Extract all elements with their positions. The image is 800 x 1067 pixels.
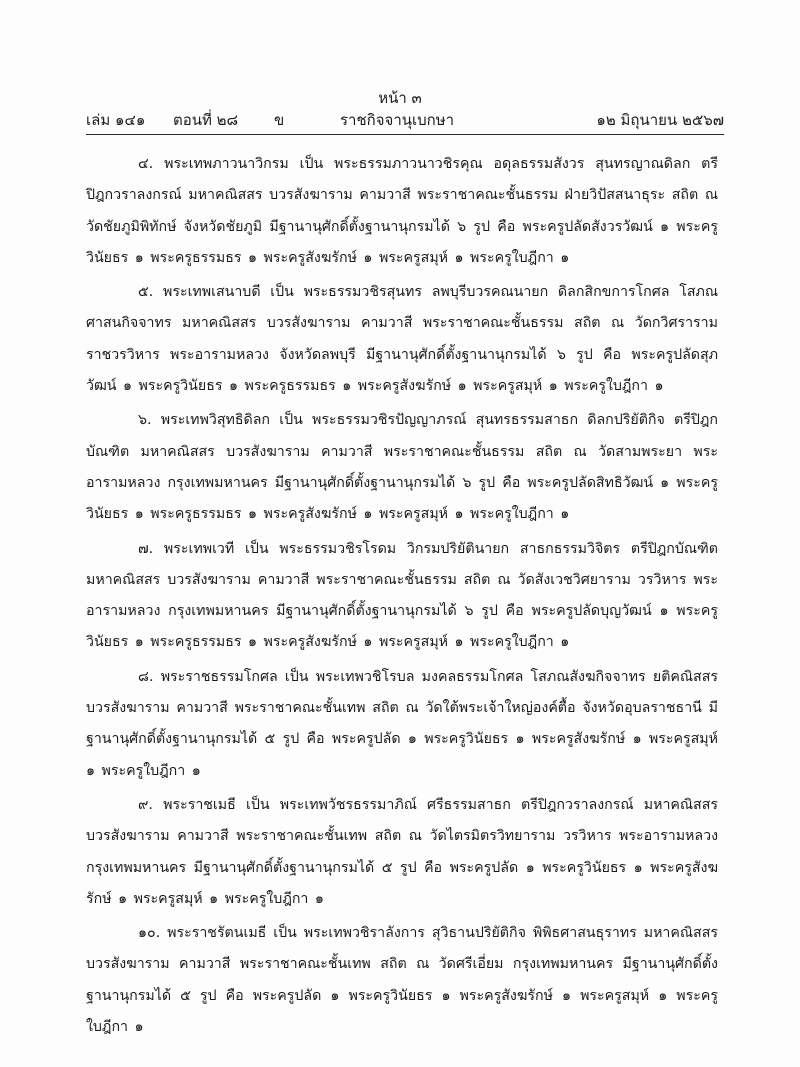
section-letter: ข	[274, 111, 285, 129]
paragraph-item-10: ๑๐. พระราชรัตนเมธี เป็น พระเทพวชิราลังการ สุวิธานปริยัติกิจ พิพิธศาสนธุราทร มหาคณิสสร บวรสังฆาราม คามวาสี พระราชาคณะชั้นเทพ สถิต ณ วัดศรีเอี่ยม กรุงเทพมหานคร มีฐานานุศักดิ์ตั้งฐานานุกรมได้ ๕ รูป คือ พระครูปลัด ๑ พระครูวินัยธร ๑ พระครูสังฆรักษ์ ๑ พระครูสมุห์ ๑ พระครูใบฎีกา ๑	[86, 925, 718, 1036]
header-divider	[86, 134, 724, 135]
volume-number: เล่ม ๑๔๑	[86, 111, 146, 129]
paragraph-item-5: ๕. พระเทพเสนาบดี เป็น พระธรรมวชิรสุนทร ลพบุรีบวรคณนายก ดิลกสิกขการโกศล โสภณศาสนกิจจาทร มหาคณิสสร บวรสังฆาราม คามวาสี พระราชาคณะชั้นธรรม สถิต ณ วัดกวิศราราม ราชวรวิหาร พระอารามหลวง จังหวัดลพบุรี มีฐานานุศักดิ์ตั้งฐานานุกรมได้ ๖ รูป คือ พระครูปลัดสุภวัฒน์ ๑ พระครูวินัยธร ๑ พระครูธรรมธร ๑ พระครูสังฆรักษ์ ๑ พระครูสมุห์ ๑ พระครูใบฎีกา ๑	[86, 284, 718, 395]
paragraph-item-7: ๗. พระเทพเวที เป็น พระธรรมวชิรโรดม วิกรมปริยัตินายก สาธกธรรมวิจิตร ตรีปิฎกบัณฑิต มหาคณิสสร บวรสังฆาราม คามวาสี พระราชาคณะชั้นธรรม สถิต ณ วัดสังเวชวิศยาราม วรวิหาร พระอารามหลวง กรุงเทพมหานคร มีฐานานุศักดิ์ตั้งฐานานุกรมได้ ๖ รูป คือ พระครูปลัดบุญวัฒน์ ๑ พระครูวินัยธร ๑ พระครูธรรมธร ๑ พระครูสังฆรักษ์ ๑ พระครูสมุห์ ๑ พระครูใบฎีกา ๑	[86, 540, 718, 651]
gazette-title: ราชกิจจานุเบกษา	[340, 111, 455, 129]
page-number: หน้า ๓	[378, 89, 422, 107]
issue-number: ตอนที่ ๒๘	[173, 111, 239, 129]
document-body	[86, 149, 718, 1046]
paragraph-item-4: ๔. พระเทพภาวนาวิกรม เป็น พระธรรมภาวนาวชิรคุณ อดุลธรรมสังวร สุนทรญาณดิลก ตรีปิฎกวราลงกรณ์ มหาคณิสสร บวรสังฆาราม คามวาสี พระราชาคณะชั้นธรรม ฝ่ายวิปัสสนาธุระ สถิต ณ วัดชัยภูมิพิทักษ์ จังหวัดชัยภูมิ มีฐานานุศักดิ์ตั้งฐานานุกรมได้ ๖ รูป คือ พระครูปลัดสังวรวัฒน์ ๑ พระครูวินัยธร ๑ พระครูธรรมธร ๑ พระครูสังฆรักษ์ ๑ พระครูสมุห์ ๑ พระครูใบฎีกา ๑	[86, 156, 718, 266]
publication-date: ๑๒ มิถุนายน ๒๕๖๗	[596, 111, 724, 129]
paragraph-item-6: ๖. พระเทพวิสุทธิดิลก เป็น พระธรรมวชิรปัญญาภรณ์ สุนทรธรรมสาธก ดิลกปริยัติกิจ ตรีปิฎกบัณฑิต มหาคณิสสร บวรสังฆาราม คามวาสี พระราชาคณะชั้นธรรม สถิต ณ วัดสามพระยา พระอารามหลวง กรุงเทพมหานคร มีฐานานุศักดิ์ตั้งฐานานุกรมได้ ๖ รูป คือ พระครูปลัดสิทธิวัฒน์ ๑ พระครูวินัยธร ๑ พระครูธรรมธร ๑ พระครูสังฆรักษ์ ๑ พระครูสมุห์ ๑ พระครูใบฎีกา ๑	[86, 412, 718, 523]
paragraph-item-9: ๙. พระราชเมธี เป็น พระเทพวัชรธรรมาภิณ์ ศรีธรรมสาธก ตรีปิฎกวราลงกรณ์ มหาคณิสสร บวรสังฆาราม คามวาสี พระราชาคณะชั้นเทพ สถิต ณ วัดไตรมิตรวิทยาราม วรวิหาร พระอารามหลวง กรุงเทพมหานคร มีฐานานุศักดิ์ตั้งฐานานุกรมได้ ๕ รูป คือ พระครูปลัด ๑ พระครูวินัยธร ๑ พระครูสังฆรักษ์ ๑ พระครูสมุห์ ๑ พระครูใบฎีกา ๑	[86, 796, 718, 907]
running-header	[86, 108, 724, 130]
paragraph-item-8: ๘. พระราชธรรมโกศล เป็น พระเทพวชิโรบล มงคลธรรมโกศล โสภณสังฆกิจจาทร ยติคณิสสร บวรสังฆาราม คามวาสี พระราชาคณะชั้นเทพ สถิต ณ วัดใต้พระเจ้าใหญ่องค์ตื้อ จังหวัดอุบลราชธานี มีฐานานุศักดิ์ตั้งฐานานุกรมได้ ๕ รูป คือ พระครูปลัด ๑ พระครูวินัยธร ๑ พระครูสังฆรักษ์ ๑ พระครูสมุห์ ๑ พระครูใบฎีกา ๑	[86, 668, 718, 779]
